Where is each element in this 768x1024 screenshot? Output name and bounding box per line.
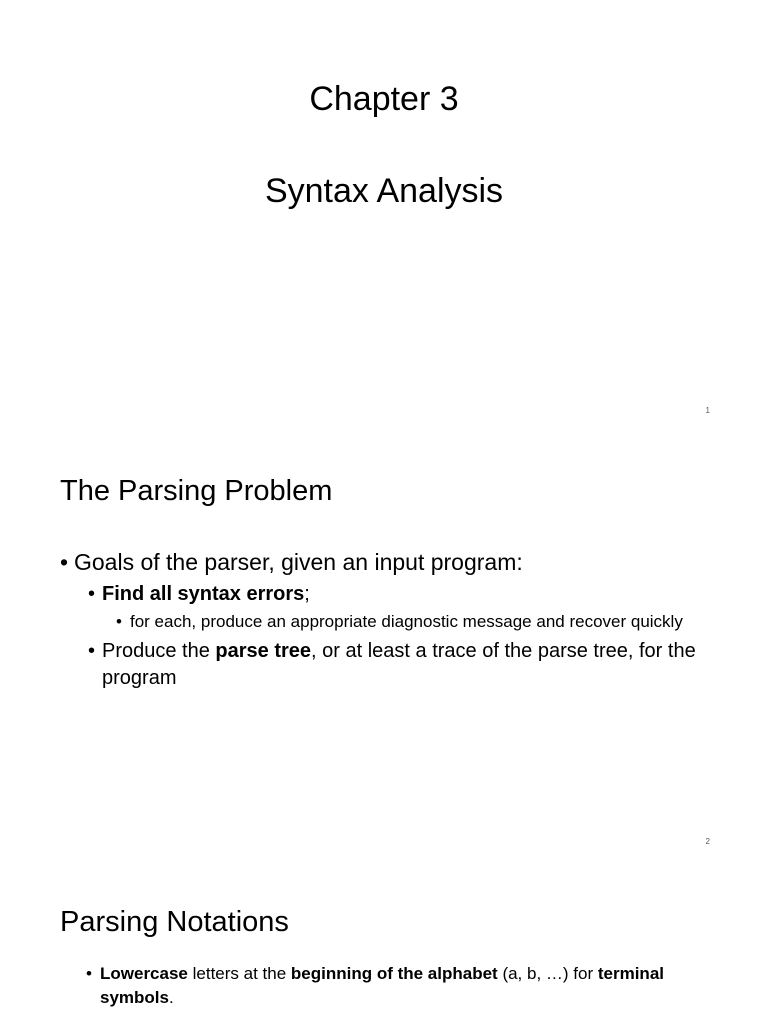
bold-text: Find all syntax errors bbox=[102, 583, 305, 605]
chapter-title: Chapter 3 bbox=[309, 80, 459, 118]
slide-2 bbox=[0, 431, 768, 861]
bullet-text: . bbox=[168, 988, 174, 1007]
bullet-diagnostic bbox=[116, 610, 700, 634]
bold-text: parse tree bbox=[215, 640, 312, 662]
bullet-find-errors bbox=[88, 581, 700, 608]
slide-number: 1 bbox=[705, 406, 710, 415]
bullet-text: Produce the bbox=[102, 640, 216, 662]
slide-1 bbox=[0, 0, 768, 430]
bullet-list bbox=[60, 547, 700, 694]
bullet-text: ; bbox=[304, 583, 310, 605]
bullet-text: (a, b, …) for bbox=[497, 964, 598, 983]
bold-text: beginning of the alphabet bbox=[290, 964, 498, 983]
bullet-text: Goals of the parser, given an input program: bbox=[74, 549, 523, 575]
slide-heading: Parsing Notations bbox=[60, 906, 289, 938]
bullet-parse-tree bbox=[88, 638, 700, 692]
bullet-lowercase bbox=[86, 962, 686, 1010]
bullet-text: for each, produce an appropriate diagnostic message and recover quickly bbox=[130, 612, 683, 631]
bullet-goals bbox=[60, 547, 700, 577]
bold-text: terminal symbols bbox=[100, 964, 664, 1007]
bold-text: Lowercase bbox=[100, 964, 188, 983]
slide-heading: The Parsing Problem bbox=[60, 475, 333, 507]
slide-3 bbox=[0, 862, 768, 1024]
bullet-text: letters at the bbox=[187, 964, 291, 983]
bullet-text: , or at least a trace of the parse tree, for the program bbox=[102, 640, 696, 689]
bullet-list bbox=[86, 962, 686, 1012]
chapter-subtitle: Syntax Analysis bbox=[264, 172, 504, 210]
slide-number: 2 bbox=[705, 837, 710, 846]
